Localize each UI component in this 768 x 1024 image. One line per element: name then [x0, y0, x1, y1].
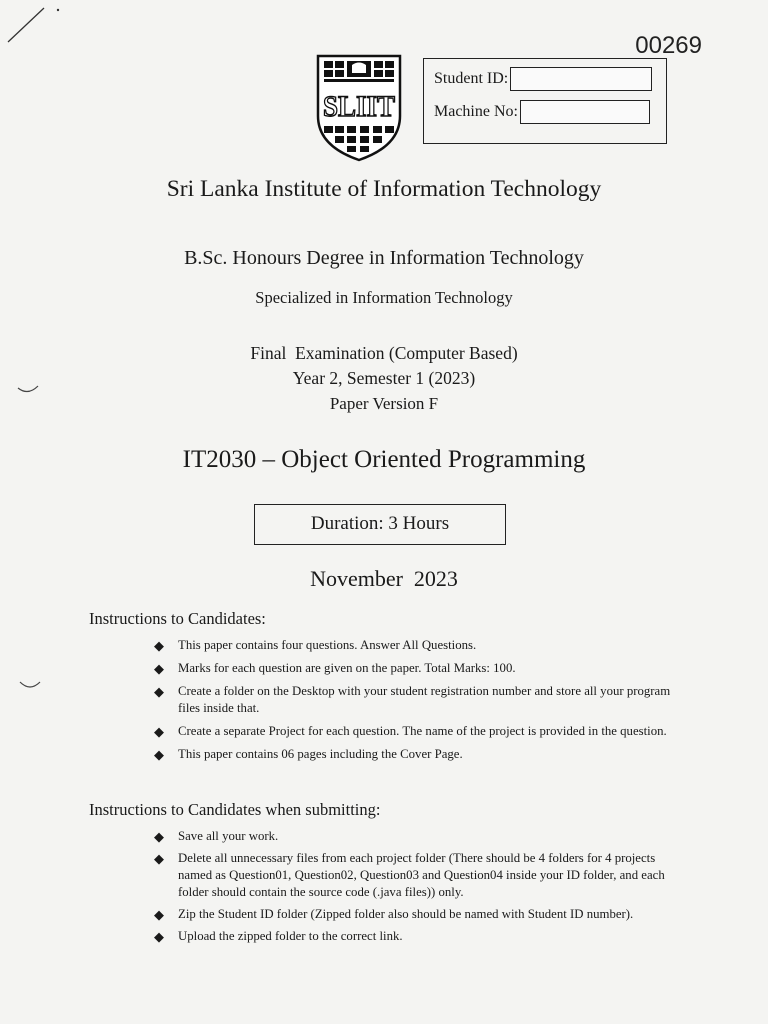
- course-title: IT2030 – Object Oriented Programming: [182, 446, 586, 473]
- year-semester: Year 2, Semester 1 (2023): [292, 368, 476, 388]
- paper-version: Paper Version F: [329, 394, 439, 413]
- list-item: ◆ Upload the zipped folder to the correct link.: [154, 929, 403, 944]
- diamond-bullet-icon: ◆: [154, 638, 164, 653]
- diamond-bullet-icon: ◆: [154, 724, 164, 739]
- student-id-field[interactable]: [510, 67, 652, 91]
- list-item: ◆ Delete all unnecessary files from each project folder (There should be 4 folders for 4 projects named as Question01, Question02, Question03 and Question04 inside your ID folder, and each folder should contain the source code (.java files)) only.: [154, 851, 665, 899]
- paper-number: 00269: [635, 32, 702, 59]
- list-item: ◆ Create a separate Project for each question. The name of the project is provided in the question.: [154, 724, 667, 739]
- diamond-bullet-icon: ◆: [154, 747, 164, 762]
- diamond-bullet-icon: ◆: [154, 907, 164, 922]
- list-item: ◆ Marks for each question are given on the paper. Total Marks: 100.: [154, 661, 516, 676]
- instructions-list: [154, 637, 674, 769]
- list-item: ◆ Zip the Student ID folder (Zipped folder also should be named with Student ID number).: [154, 907, 634, 922]
- sliit-logo: [316, 54, 402, 162]
- student-id-label: Student ID:: [434, 70, 509, 87]
- machine-no-row: [434, 100, 650, 124]
- student-id-box: [423, 58, 667, 144]
- list-item: ◆ Create a folder on the Desktop with your student registration number and store all your program files inside that.: [154, 684, 671, 715]
- submitting-heading: Instructions to Candidates when submitting:: [89, 800, 381, 819]
- degree-title: B.Sc. Honours Degree in Information Technology: [184, 247, 584, 269]
- logo-text: SLIIT: [323, 90, 395, 123]
- list-item: ◆ This paper contains 06 pages including the Cover Page.: [154, 747, 463, 762]
- instructions-heading: Instructions to Candidates:: [89, 609, 266, 628]
- diamond-bullet-icon: ◆: [154, 684, 164, 699]
- specialization: Specialized in Information Technology: [255, 288, 513, 307]
- list-item: ◆ Save all your work.: [154, 829, 279, 844]
- institute-title: Sri Lanka Institute of Information Technology: [166, 176, 602, 202]
- submitting-list: [154, 828, 674, 950]
- machine-no-label: Machine No:: [434, 103, 518, 120]
- student-id-row: [434, 67, 652, 91]
- diamond-bullet-icon: ◆: [154, 851, 164, 866]
- exam-type: Final Examination (Computer Based): [250, 343, 518, 363]
- duration-box: Duration: 3 Hours: [254, 504, 506, 545]
- diamond-bullet-icon: ◆: [154, 661, 164, 676]
- list-item: ◆ This paper contains four questions. Answer All Questions.: [154, 638, 477, 653]
- machine-no-field[interactable]: [520, 100, 650, 124]
- diamond-bullet-icon: ◆: [154, 829, 164, 844]
- exam-date: November 2023: [310, 566, 458, 591]
- diamond-bullet-icon: ◆: [154, 929, 164, 944]
